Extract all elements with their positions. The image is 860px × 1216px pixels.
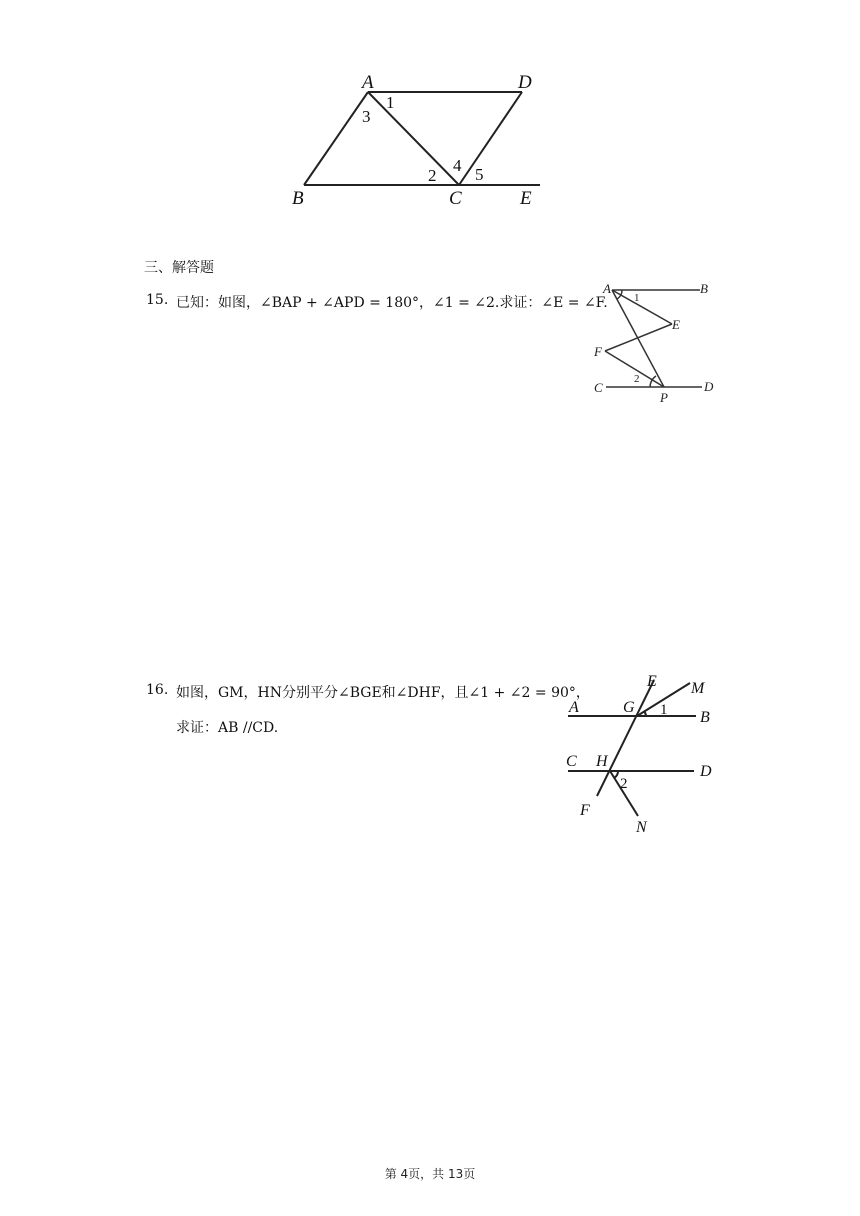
q15-label-e: E [672,317,680,332]
q15-label-b: B [700,281,708,296]
label-c: C [449,188,462,209]
q16-label-h: H [596,753,608,770]
q16-label-c: C [566,753,577,770]
angle-3-label: 3 [362,107,371,126]
angle-2-label: 2 [428,166,437,185]
q16-diagram [560,670,725,838]
q16-label-e: E [647,673,657,690]
q16-label-g: G [623,699,635,716]
q16-angle-1: 1 [660,702,668,718]
line-ac [368,92,459,185]
q15-number: 15. [146,292,169,308]
q16-label-b: B [700,709,710,726]
q15-label-a: A [603,281,611,296]
q16-angle-2: 2 [620,776,628,792]
label-b: B [292,188,304,209]
q15-text: 已知：如图，∠BAP + ∠APD = 180°，∠1 = ∠2.求证：∠E = ∠F. [176,295,608,311]
q15-label-p: P [660,390,668,405]
angle-5-label: 5 [475,165,484,184]
angle-1-label: 1 [386,93,395,112]
q16-label-f: F [580,802,590,819]
q16-line2: 求证：AB //CD. [176,720,279,736]
line-ab [304,92,368,185]
q16-label-n: N [636,819,647,836]
q16-number: 16. [146,682,169,698]
line-ef [605,324,672,351]
section-title: 三、解答题 [144,260,214,276]
line-dc [459,92,522,185]
angle-2-arc [614,771,618,778]
q15-label-c: C [594,380,603,395]
q15-label-d: D [704,379,714,394]
angle-4-label: 4 [453,156,462,175]
q15-angle-2: 2 [634,373,640,385]
q16-label-m: M [691,680,705,697]
q16-line1: 如图，GM，HN分别平分∠BGE和∠DHF，且∠1 + ∠2 = 90°， [176,685,590,701]
q16-label-a: A [569,699,579,716]
label-d: D [518,72,532,93]
page-footer: 第 4页，共 13页 [384,1167,476,1181]
label-a: A [362,72,374,93]
q16-label-d: D [700,763,712,780]
q15-diagram [590,278,720,408]
figure-top-diagram [280,64,560,214]
q15-label-f: F [594,344,602,359]
label-e: E [520,188,532,209]
q15-angle-1: 1 [634,292,640,304]
